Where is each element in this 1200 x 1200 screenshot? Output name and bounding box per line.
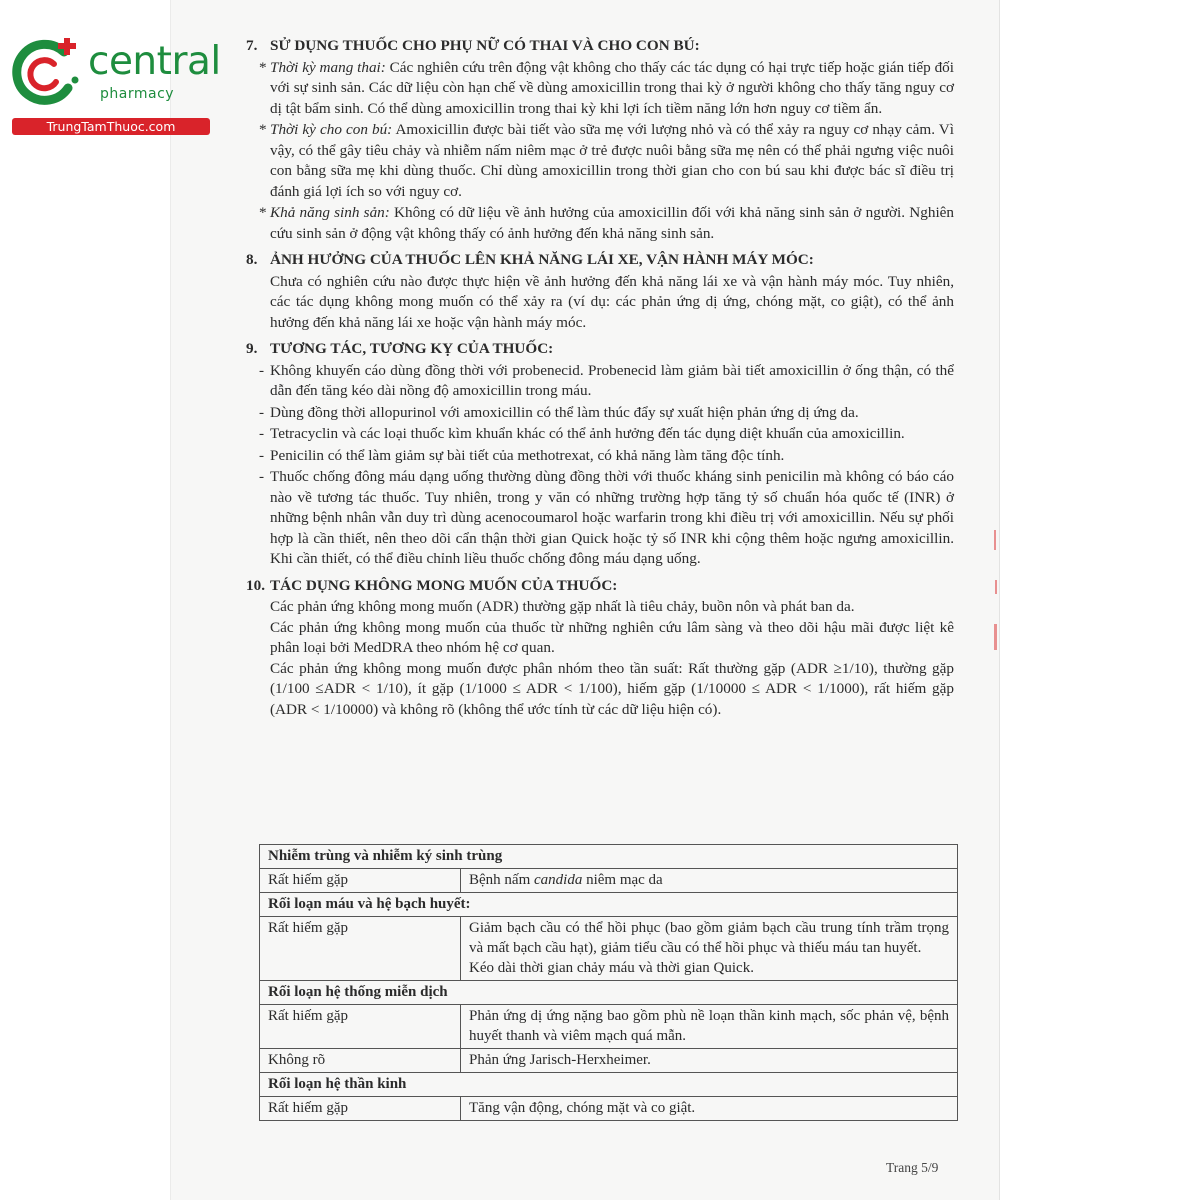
table-row xyxy=(260,1005,958,1049)
item-text: Không khuyến cáo dùng đồng thời với probenecid. Probenecid làm giảm bài tiết amoxicillin ở ống thận, có thể dẫn đến tăng kéo dài nồng độ amoxicillin trong máu. xyxy=(270,361,954,399)
frequency-cell: Rất hiếm gặp xyxy=(260,917,461,981)
item-text: Các nghiên cứu trên động vật không cho thấy các tác dụng có hại trực tiếp hoặc gián tiếp đối với sự sinh sản. Các dữ liệu còn hạn chế về dùng amoxicillin trong thai kỳ ở người không cho thấy tăng nguy cơ dị tật bẩm sinh. Có thể dùng amoxicillin trong thai kỳ khi lợi ích tiềm năng lớn hơn nguy cơ tiềm ẩn. xyxy=(270,58,954,117)
bullet-dash: - xyxy=(259,361,265,379)
description-text: Kéo dài thời gian chảy máu và thời gian Quick. xyxy=(469,960,754,976)
central-pharmacy-logo[interactable] xyxy=(12,38,221,138)
item-label: Thời kỳ mang thai: xyxy=(270,58,386,76)
list-item xyxy=(246,120,954,202)
central-pharmacy-logo-icon xyxy=(12,38,82,110)
paragraph: Các phản ứng không mong muốn được phân nhóm theo tần suất: Rất thường gặp (ADR ≥1/10), thường gặp (1/100 ≤ADR < 1/10), ít gặp (1/1000 ≤ ADR < 1/100), hiếm gặp (1/10000 ≤ ADR < 1/1000), rất hiếm gặp (ADR < 1/10000) và không rõ (không thể ước tính từ các dữ liệu hiện có). xyxy=(270,659,954,718)
frequency-cell: Không rõ xyxy=(260,1049,461,1073)
bullet-dash: - xyxy=(259,468,265,485)
section-number: 7. xyxy=(246,37,258,54)
frequency-cell: Rất hiếm gặp xyxy=(260,1097,461,1121)
bullet-star: * xyxy=(259,58,267,76)
group-header: Rối loạn hệ thần kinh xyxy=(260,1073,958,1097)
logo-subtitle: pharmacy xyxy=(100,86,175,102)
table-group-row xyxy=(260,1073,958,1097)
section-number: 8. xyxy=(246,251,258,268)
section-title xyxy=(246,339,954,360)
description-cell: Tăng vận động, chóng mặt và co giật. xyxy=(461,1097,958,1121)
bullet-star: * xyxy=(259,204,267,221)
bullet-dash: - xyxy=(259,403,265,421)
item-label: Khả năng sinh sản: xyxy=(270,204,390,221)
description-cell xyxy=(461,869,958,893)
frequency-cell: Rất hiếm gặp xyxy=(260,1005,461,1049)
item-text: Amoxicillin được bài tiết vào sữa mẹ với lượng nhỏ và có thể xảy ra nguy cơ nhạy cảm. Vì vậy, có thể gây tiêu chảy và nhiễm nấm niêm mạc ở trẻ được nuôi bằng sữa mẹ nên có thể phải ngưng việc nuôi con bằng sữa mẹ khi dùng thuốc. Chỉ dùng amoxicillin trong thời gian cho con bú sau khi được bác sĩ điều trị đánh giá lợi ích so với nguy cơ. xyxy=(270,121,954,200)
table-row xyxy=(260,1049,958,1073)
description-text: Giảm bạch cầu có thể hồi phục (bao gồm giảm bạch cầu trung tính trầm trọng và mất bạch cầu hạt), giảm tiểu cầu có thể hồi phục và thiếu máu tan huyết. xyxy=(469,920,949,956)
table-row xyxy=(260,917,958,981)
description-cell: Phản ứng Jarisch-Herxheimer. xyxy=(461,1049,958,1073)
logo-url-link[interactable]: TrungTamThuoc.com xyxy=(12,118,210,135)
list-item xyxy=(246,467,954,570)
red-stamp-mark xyxy=(993,520,999,660)
section-text xyxy=(246,597,954,720)
paragraph: Các phản ứng không mong muốn (ADR) thường gặp nhất là tiêu chảy, buồn nôn và phát ban da. xyxy=(270,598,855,615)
table-group-row xyxy=(260,981,958,1005)
section-7 xyxy=(246,36,954,244)
list-item xyxy=(246,446,954,467)
item-text: Dùng đồng thời allopurinol với amoxicillin có thể làm thúc đẩy sự xuất hiện phản ứng dị ứng da. xyxy=(270,403,859,421)
logo-name: central xyxy=(88,39,221,84)
description-text: Bệnh nấm xyxy=(469,872,534,888)
list-item xyxy=(246,203,954,244)
section-title-text: ẢNH HƯỞNG CỦA THUỐC LÊN KHẢ NĂNG LÁI XE, VẬN HÀNH MÁY MÓC: xyxy=(270,251,814,268)
bullet-dash: - xyxy=(259,425,265,442)
table-group-row xyxy=(260,845,958,869)
section-number: 10. xyxy=(246,576,265,594)
section-text: Chưa có nghiên cứu nào được thực hiện về ảnh hưởng đến khả năng lái xe và vận hành máy móc. Tuy nhiên, các tác dụng không mong muốn có thể xảy ra (ví dụ: các phản ứng dị ứng, chóng mặt, co giật), có thể ảnh hưởng đến khả năng lái xe hoặc vận hành máy móc. xyxy=(270,272,954,331)
paragraph: Các phản ứng không mong muốn của thuốc từ những nghiên cứu lâm sàng và theo dõi hậu mãi được liệt kê phân loại bởi MedDRA theo nhóm hệ cơ quan. xyxy=(270,618,954,656)
section-8 xyxy=(246,250,954,333)
page-number: Trang 5/9 xyxy=(886,1160,939,1175)
section-title-text: TƯƠNG TÁC, TƯƠNG KỴ CỦA THUỐC: xyxy=(270,340,554,357)
list-item xyxy=(246,361,954,402)
section-title xyxy=(246,36,954,57)
group-header: Rối loạn hệ thống miễn dịch xyxy=(260,981,958,1005)
group-header: Nhiễm trùng và nhiễm ký sinh trùng xyxy=(260,845,958,869)
group-header: Rối loạn máu và hệ bạch huyết: xyxy=(260,893,958,917)
list-item xyxy=(246,424,954,445)
section-title xyxy=(246,250,954,271)
item-text: Tetracyclin và các loại thuốc kìm khuẩn khác có thể ảnh hưởng đến tác dụng diệt khuẩn của amoxicillin. xyxy=(270,425,905,442)
item-text: Không có dữ liệu về ảnh hưởng của amoxicillin đối với khả năng sinh sản ở người. Nghiên cứu sinh sản ở động vật không thấy có ảnh hưởng đến khả năng sinh sản. xyxy=(270,204,954,242)
item-label: Thời kỳ cho con bú: xyxy=(270,121,393,138)
description-text: niêm mạc da xyxy=(582,872,663,888)
description-cell xyxy=(461,917,958,981)
section-10 xyxy=(246,576,954,721)
item-text: Penicilin có thể làm giảm sự bài tiết của methotrexat, có khả năng làm tăng độc tính. xyxy=(270,446,785,464)
document-body xyxy=(246,36,954,726)
item-text: Thuốc chống đông máu dạng uống thường dùng đồng thời với thuốc kháng sinh penicilin mà không có báo cáo nào về tương tác thuốc. Tuy nhiên, trong y văn có những trường hợp tăng tỷ số chuẩn hóa quốc tế (INR) ở những bệnh nhân vẫn duy trì dùng acenocoumarol hoặc warfarin trong khi điều trị với amoxicillin. Nếu sự phối hợp là cần thiết, nên theo dõi cẩn thận thời gian Quick hoặc tỷ số INR khi cộng thêm hoặc ngưng amoxicillin. Khi cần thiết, có thể điều chỉnh liều thuốc chống đông máu dạng uống. xyxy=(270,468,954,567)
section-9 xyxy=(246,339,954,570)
table-row xyxy=(260,1097,958,1121)
bullet-dash: - xyxy=(259,446,265,464)
frequency-cell: Rất hiếm gặp xyxy=(260,869,461,893)
description-italic: candida xyxy=(534,872,583,888)
section-number: 9. xyxy=(246,340,258,357)
adr-table xyxy=(259,844,958,1121)
description-cell: Phản ứng dị ứng nặng bao gồm phù nề loạn thần kinh mạch, sốc phản vệ, bệnh huyết thanh và viêm mạch quá mẫn. xyxy=(461,1005,958,1049)
table-row xyxy=(260,869,958,893)
bullet-star: * xyxy=(259,121,267,138)
list-item xyxy=(246,403,954,424)
section-title xyxy=(246,576,954,597)
section-title-text: TÁC DỤNG KHÔNG MONG MUỐN CỦA THUỐC: xyxy=(270,576,618,594)
section-title-text: SỬ DỤNG THUỐC CHO PHỤ NỮ CÓ THAI VÀ CHO CON BÚ: xyxy=(270,37,700,54)
list-item xyxy=(246,58,954,120)
table-group-row xyxy=(260,893,958,917)
